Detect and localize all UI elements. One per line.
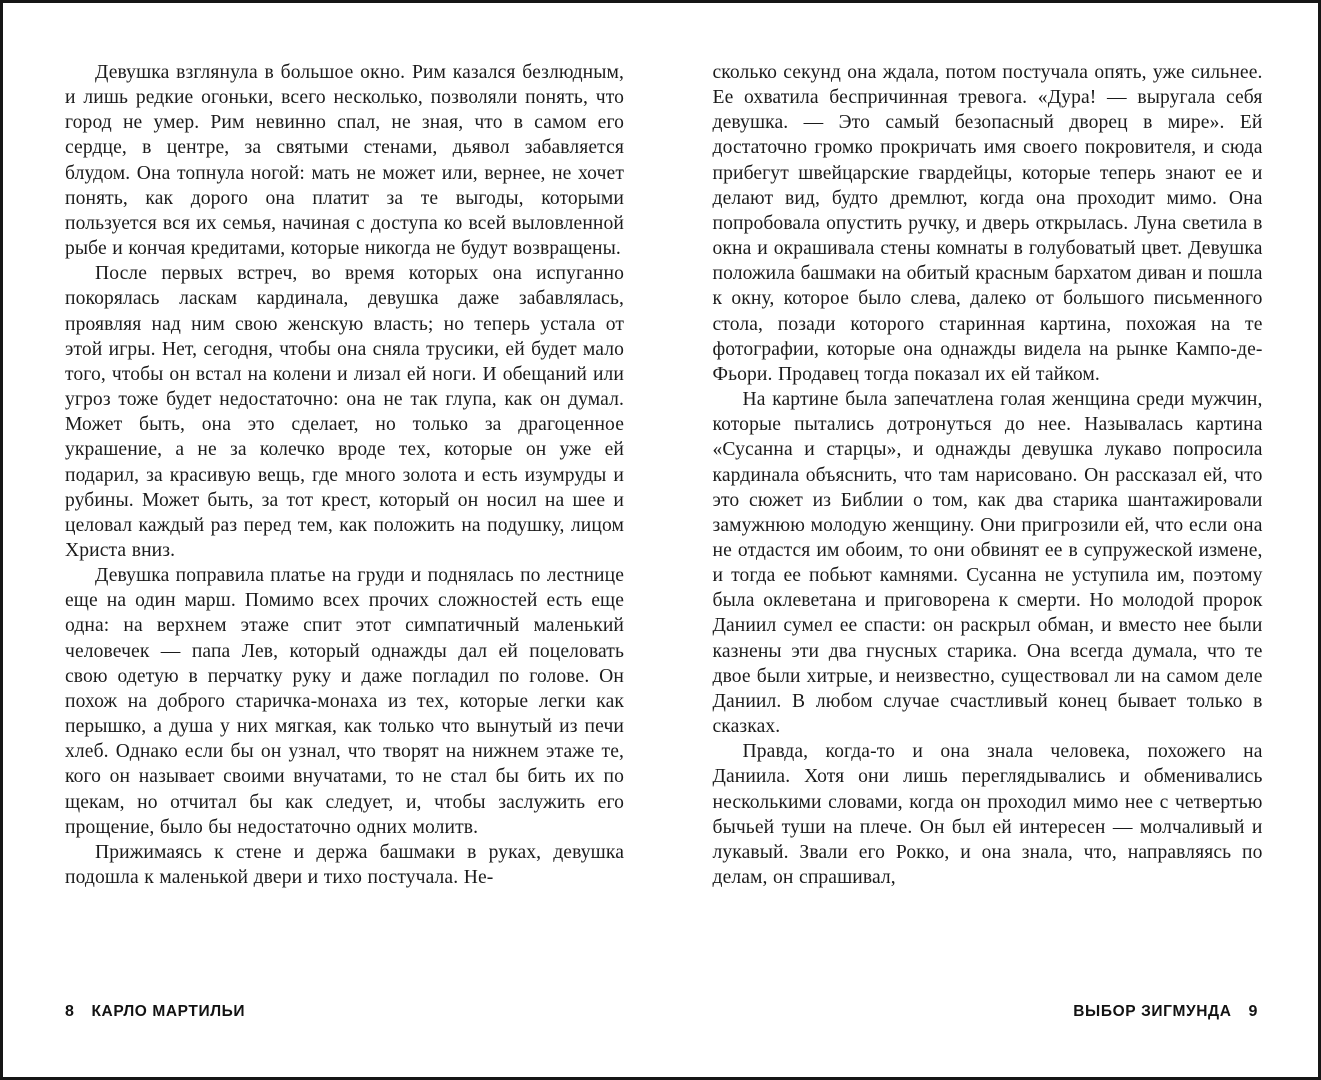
running-title-book: ВЫБОР ЗИГМУНДА [1073,1003,1232,1020]
paragraph: На картине была запечатлена голая женщина среди мужчин, которые пытались дотронуться до нее. Называлась картина «Сусанна и старцы», и однажды девушка лукаво попросила кардинала объяснить, что там нарисовано. Он рассказал ей, что это сюжет из Библии о том, как два старика шантажировали замужнюю молодую женщину. Они пригрозили ей, что если она не отдастся им обоим, то они обвинят ее в супружеской измене, и тогда ее побьют камнями. Сусанна не уступила им, поэтому была оклеветана и приговорена к смерти. Но молодой пророк Даниил сумел ее спасти: он раскрыл обман, и вместо нее были казнены эти два гнусных старика. Она всегда думала, что те двое были хитрые, и неизвестно, существовал ли на самом деле Даниил. В любом случае счастливый конец бывает только в сказках. [712,389,1263,738]
running-title-author: КАРЛО МАРТИЛЬИ [91,1003,246,1020]
paragraph: Девушка взглянула в большое окно. Рим казался безлюдным, и лишь редкие огоньки, всего несколько, позволяли понять, что город не умер. Рим невинно спал, не зная, что в самом его сердце, в центре, за святыми стенами, дьявол забавляется блудом. Она топнула ногой: мать не может или, вернее, не хочет понять, как дорого она платит за те выгоды, которыми пользуется вся их семья, начиная с доступа ко всей выловленной рыбе и кончая кредитами, которые никогда не будут возвращены. [65,62,624,260]
paragraph: Правда, когда-то и она знала человека, похожего на Даниила. Хотя они лишь переглядывались и обменивались несколькими словами, когда он проходил мимо нее с четвертью бычьей туши на плече. Он был ей интересен — молчаливый и лукавый. Звали его Рокко, и она знала, что, направляясь по делам, он спрашивал, [712,741,1263,888]
right-page-footer [1073,1003,1258,1021]
page-number: 9 [1248,1003,1258,1020]
paragraph: сколько секунд она ждала, потом постучала опять, уже сильнее. Ее охватила беспричинная тревога. «Дура! — выругала себя девушка. — Это самый безопасный дворец в мире». Ей достаточно громко прокричать имя своего покровителя, и сюда прибегут швейцарские гвардейцы, которые теперь знают ее и делают вид, будто дремлют, когда она проходит мимо. Она попробовала опустить ручку, и дверь открылась. Луна светила в окна и окрашивала стены комнаты в голубоватый цвет. Девушка положила башмаки на обитый красным бархатом диван и пошла к окну, которое было слева, далеко от большого письменного стола, позади которого старинная картина, похожая на те фотографии, которые она однажды видела на рынке Кампо-де-Фьори. Продавец тогда показал их ей тайком. [712,62,1263,385]
right-page [661,3,1319,1077]
page-number: 8 [65,1003,75,1020]
paragraph: После первых встреч, во время которых она испуганно покорялась ласкам кардинала, девушка даже забавлялась, проявляя над ним свою женскую власть; но теперь устала от этой игры. Нет, сегодня, чтобы она сняла трусики, ей будет мало того, чтобы он встал на колени и лизал ей ноги. И обещаний или угроз тоже будет недостаточно: она не так глупа, как он думал. Может быть, она это сделает, но только за драгоценное украшение, а не за колечко вроде тех, которые он уже ей подарил, за красивую вещь, где много золота и есть изумруды и рубины. Может быть, за тот крест, который он носил на шее и целовал каждый раз перед тем, как положить на подушку, лицом Христа вниз. [65,263,624,561]
paragraph: Прижимаясь к стене и держа башмаки в руках, девушка подошла к маленькой двери и тихо постучала. Не- [65,841,624,888]
paragraph: Девушка поправила платье на груди и поднялась по лестнице еще на один марш. Помимо всех прочих сложностей есть еще одна: на верхнем этаже спит этот симпатичный маленький человечек — папа Лев, который однажды дал ей поцеловать свою одетую в перчатку руку и даже погладил по голове. Он похож на доброго старичка-монаха из тех, которые легки как перышко, а душа у них мягкая, как только что вынутый из печи хлеб. Однако если бы он узнал, что творят на нижнем этаже те, кого он называет своими внучатами, то не стал бы бить их по щекам, но отчитал бы как следует, и, чтобы заслужить его прощение, было бы недостаточно одних молитв. [65,565,624,838]
left-page-footer [65,1003,245,1021]
left-page [3,3,661,1077]
right-page-text [713,60,1263,890]
left-page-text [65,60,624,890]
